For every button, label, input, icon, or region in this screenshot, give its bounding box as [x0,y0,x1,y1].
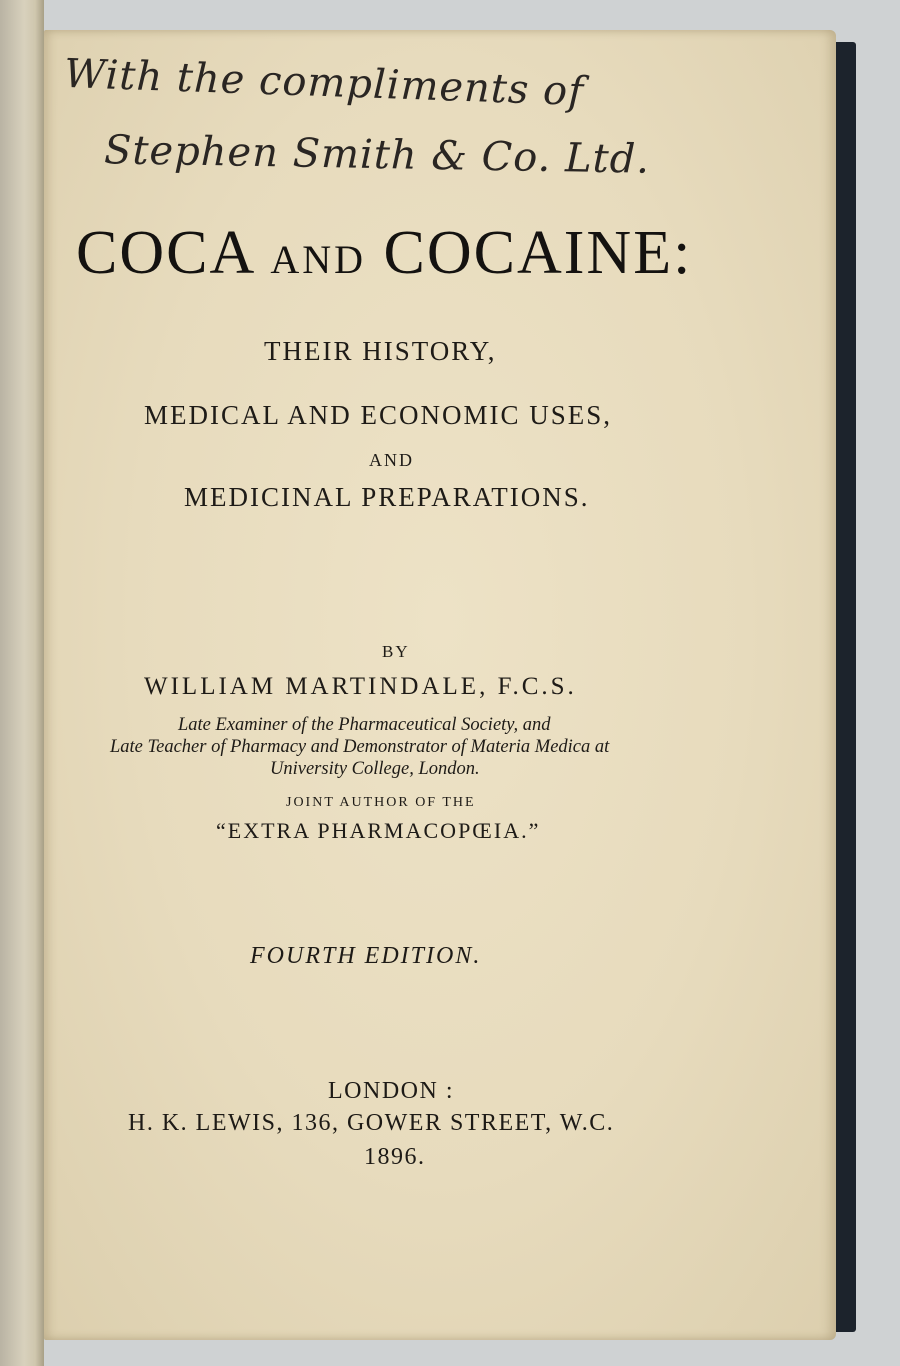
subtitle-line1: THEIR HISTORY, [264,336,497,366]
handwritten-inscription-line2: Stephen Smith & Co. Ltd. [103,127,651,183]
author-name: WILLIAM MARTINDALE, F.C.S. [144,673,577,700]
subtitle-line4: MEDICINAL PREPARATIONS. [184,482,590,512]
facing-page-edge [0,0,44,1366]
book-title [76,218,692,289]
author-credential-line1: Late Examiner of the Pharmaceutical Society, and [178,715,551,735]
joint-author-label: JOINT AUTHOR OF THE [286,795,476,810]
other-work-title: “EXTRA PHARMACOPŒIA.” [216,818,541,843]
imprint-publisher: H. K. LEWIS, 136, GOWER STREET, W.C. [128,1110,615,1136]
title-page [44,30,836,1340]
handwritten-inscription-line1: With the compliments of [63,50,585,116]
title-word-cocaine: COCAINE: [383,219,693,287]
by-label: BY [382,642,410,661]
subtitle-line3: AND [369,450,414,470]
edition-statement: FOURTH EDITION. [250,943,482,969]
imprint-year: 1896. [364,1144,426,1170]
title-word-and: AND [270,237,367,282]
subtitle-line2: MEDICAL AND ECONOMIC USES, [144,400,613,430]
author-credential-line2: Late Teacher of Pharmacy and Demonstrator of Materia Medica at [110,737,610,757]
imprint-city: LONDON : [328,1078,454,1104]
author-credential-line3: University College, London. [270,759,480,779]
title-word-coca: COCA [76,219,253,287]
